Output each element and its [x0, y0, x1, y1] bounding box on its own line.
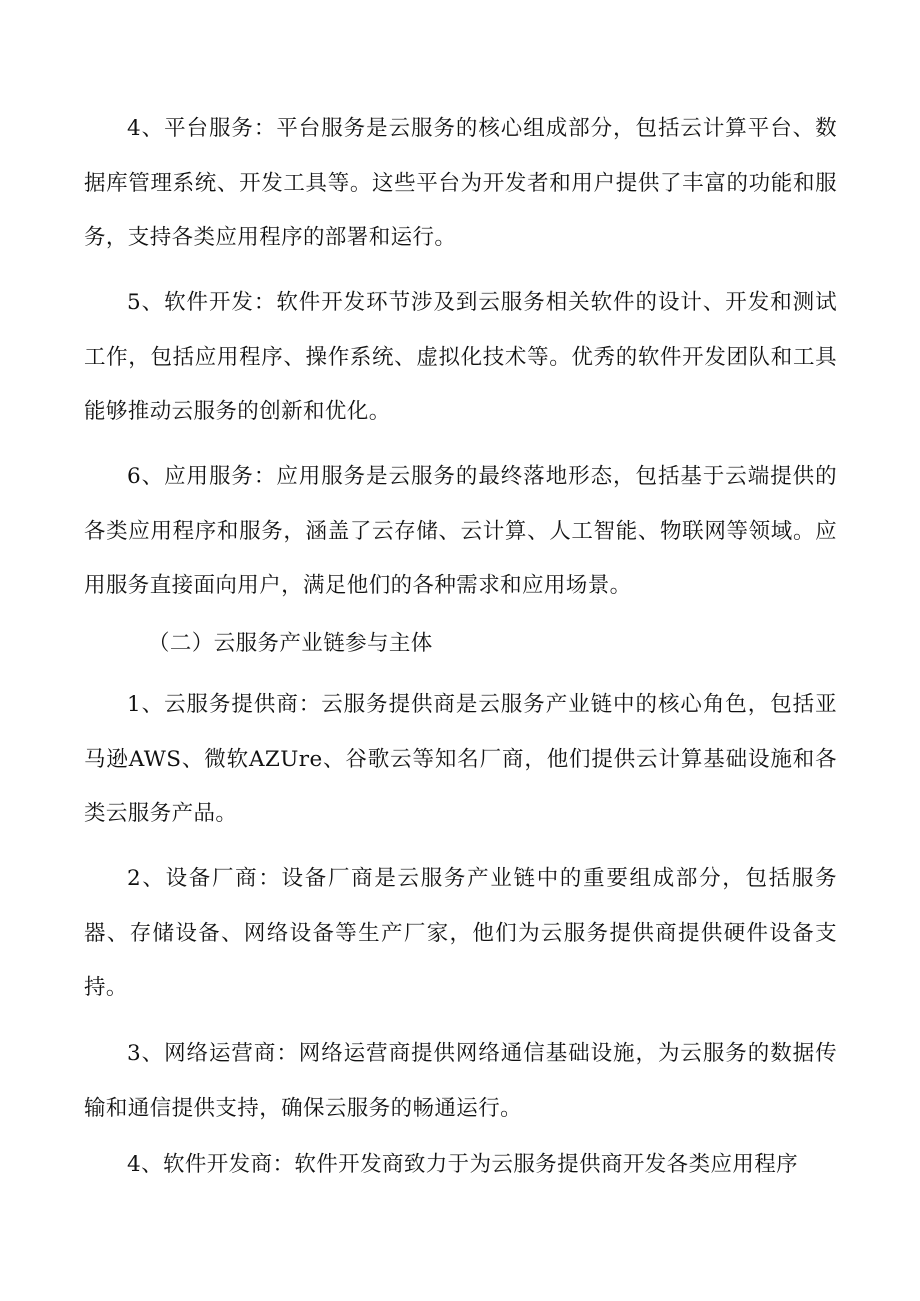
paragraph-cloud-providers: 1、云服务提供商：云服务提供商是云服务产业链中的核心角色，包括亚马逊AWS、微软AZUre、谷歌云等知名厂商，他们提供云计算基础设施和各类云服务产品。	[84, 692, 837, 826]
paragraph-equipment-vendors: 2、设备厂商：设备厂商是云服务产业链中的重要组成部分，包括服务器、存储设备、网络设备等生产厂家，他们为云服务提供商提供硬件设备支持。	[84, 866, 837, 1000]
paragraph-network-operators: 3、网络运营商：网络运营商提供网络通信基础设施，为云服务的数据传输和通信提供支持，确保云服务的畅通运行。	[84, 1041, 837, 1121]
paragraph-platform-services: 4、平台服务：平台服务是云服务的核心组成部分，包括云计算平台、数据库管理系统、开发工具等。这些平台为开发者和用户提供了丰富的功能和服务，支持各类应用程序的部署和运行。	[84, 116, 837, 250]
paragraph-software-developers: 4、软件开发商：软件开发商致力于为云服务提供商开发各类应用程序	[127, 1152, 799, 1177]
paragraph-application-services: 6、应用服务：应用服务是云服务的最终落地形态，包括基于云端提供的各类应用程序和服务，涵盖了云存储、云计算、人工智能、物联网等领域。应用服务直接面向用户，满足他们的各种需求和应用场景。	[84, 464, 837, 598]
paragraph-software-development: 5、软件开发：软件开发环节涉及到云服务相关软件的设计、开发和测试工作，包括应用程序、操作系统、虚拟化技术等。优秀的软件开发团队和工具能够推动云服务的创新和优化。	[84, 290, 837, 424]
section-heading: （二）云服务产业链参与主体	[148, 631, 433, 656]
